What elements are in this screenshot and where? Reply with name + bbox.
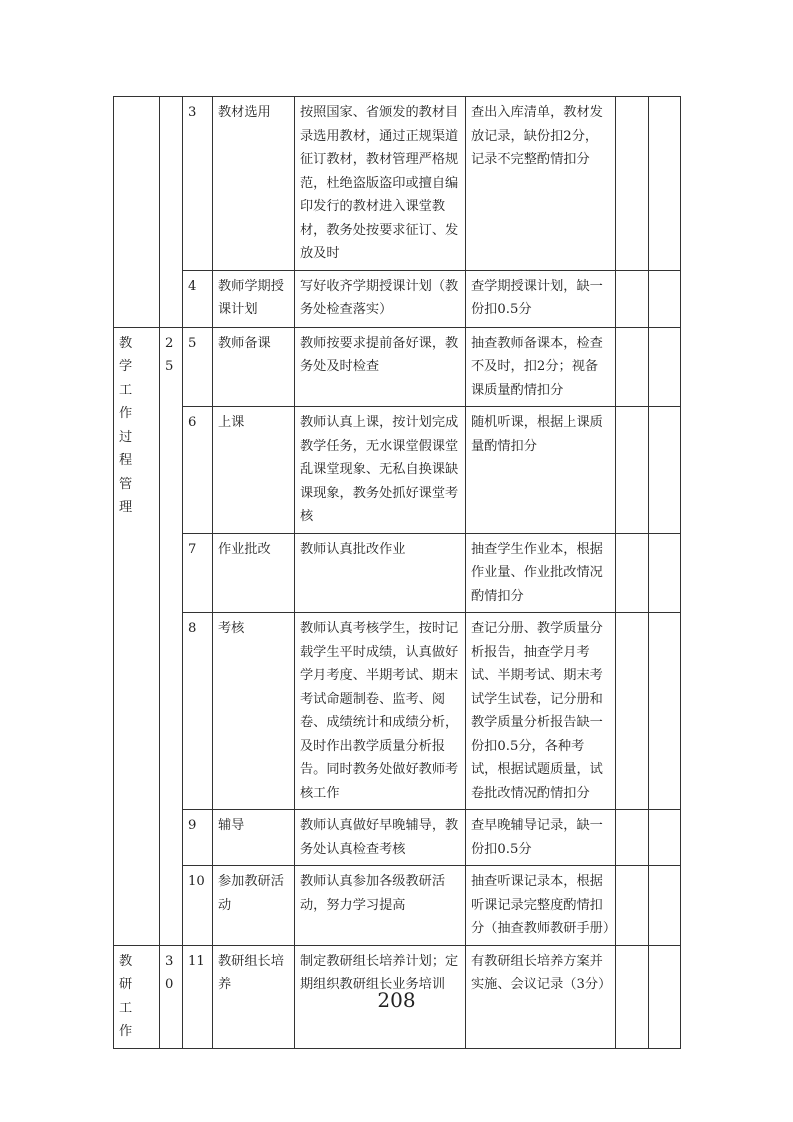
requirement-cell: 教师认真做好早晚辅导，教务处认真检查考核	[295, 810, 466, 866]
self-score-cell	[616, 613, 649, 810]
item-number: 3	[183, 97, 213, 271]
item-number: 10	[183, 866, 213, 946]
self-score-cell	[616, 407, 649, 534]
category-cell	[114, 97, 160, 328]
item-number: 7	[183, 533, 213, 613]
page-number: 208	[377, 988, 416, 1012]
item-number: 8	[183, 613, 213, 810]
requirement-cell: 教师认真参加各级教研活动，努力学习提高	[295, 866, 466, 946]
requirement-cell: 写好收齐学期授课计划（教务处检查落实）	[295, 270, 466, 327]
method-cell: 随机听课，根据上课质量酌情扣分	[466, 407, 616, 534]
review-score-cell	[649, 533, 681, 613]
method-cell: 抽查教师备课本，检查不及时，扣2分；视备课质量酌情扣分	[466, 327, 616, 407]
item-name: 作业批改	[213, 533, 295, 613]
table-row	[114, 613, 681, 810]
review-score-cell	[649, 810, 681, 866]
table-row	[114, 407, 681, 534]
review-score-cell	[649, 270, 681, 327]
requirement-cell: 教师认真批改作业	[295, 533, 466, 613]
self-score-cell	[616, 270, 649, 327]
item-name: 考核	[213, 613, 295, 810]
table-row	[114, 97, 681, 271]
method-cell: 有教研组长培养方案并实施、会议记录（3分）	[466, 945, 616, 1048]
table-row	[114, 270, 681, 327]
self-score-cell	[616, 866, 649, 946]
item-name: 教研组长培养	[213, 945, 295, 1048]
score-cell	[160, 97, 183, 328]
table-row	[114, 866, 681, 946]
item-name: 教材选用	[213, 97, 295, 271]
table-row	[114, 327, 681, 407]
item-name: 上课	[213, 407, 295, 534]
item-number: 5	[183, 327, 213, 407]
requirement-cell: 按照国家、省颁发的教材目录选用教材，通过正规渠道征订教材，教材管理严格规范，杜绝盗版盗印或擅自编印发行的教材进入课堂教材，教务处按要求征订、发放及时	[295, 97, 466, 271]
method-cell: 查记分册、教学质量分析报告，抽查学月考试、半期考试、期末考试学生试卷，记分册和教学质量分析报告缺一份扣0.5分，各种考试，根据试题质量，试卷批改情况酌情扣分	[466, 613, 616, 810]
item-number: 6	[183, 407, 213, 534]
item-number: 4	[183, 270, 213, 327]
review-score-cell	[649, 407, 681, 534]
table-row	[114, 810, 681, 866]
requirement-cell: 教师认真上课，按计划完成教学任务，无水课堂假课堂乱课堂现象、无私自换课缺课现象，教务处抓好课堂考核	[295, 407, 466, 534]
item-name: 教师学期授课计划	[213, 270, 295, 327]
requirement-cell: 教师认真考核学生，按时记载学生平时成绩，认真做好学月考度、半期考试、期末考试命题制卷、监考、阅卷、成绩统计和成绩分析，及时作出教学质量分析报告。同时教务处做好教师考核工作	[295, 613, 466, 810]
category-cell: 教研工作	[114, 945, 160, 1048]
review-score-cell	[649, 327, 681, 407]
self-score-cell	[616, 97, 649, 271]
self-score-cell	[616, 327, 649, 407]
table-row	[114, 533, 681, 613]
category-cell: 教学工作过程管理	[114, 327, 160, 945]
review-score-cell	[649, 97, 681, 271]
score-cell: 25	[160, 327, 183, 945]
method-cell: 抽查学生作业本，根据作业量、作业批改情况酌情扣分	[466, 533, 616, 613]
method-cell: 查学期授课计划，缺一份扣0.5分	[466, 270, 616, 327]
self-score-cell	[616, 810, 649, 866]
self-score-cell	[616, 533, 649, 613]
method-cell: 抽查听课记录本，根据听课记录完整度酌情扣分（抽查教师教研手册）	[466, 866, 616, 946]
method-cell: 查出入库清单，教材发放记录，缺份扣2分，记录不完整酌情扣分	[466, 97, 616, 271]
requirement-cell: 制定教研组长培养计划；定期组织教研组长业务培训	[295, 945, 466, 1048]
item-number: 9	[183, 810, 213, 866]
score-cell: 30	[160, 945, 183, 1048]
evaluation-table	[113, 96, 681, 1049]
item-name: 参加教研活动	[213, 866, 295, 946]
method-cell: 查早晚辅导记录，缺一份扣0.5分	[466, 810, 616, 866]
review-score-cell	[649, 866, 681, 946]
requirement-cell: 教师按要求提前备好课，教务处及时检查	[295, 327, 466, 407]
item-name: 辅导	[213, 810, 295, 866]
item-name: 教师备课	[213, 327, 295, 407]
review-score-cell	[649, 613, 681, 810]
item-number: 11	[183, 945, 213, 1048]
